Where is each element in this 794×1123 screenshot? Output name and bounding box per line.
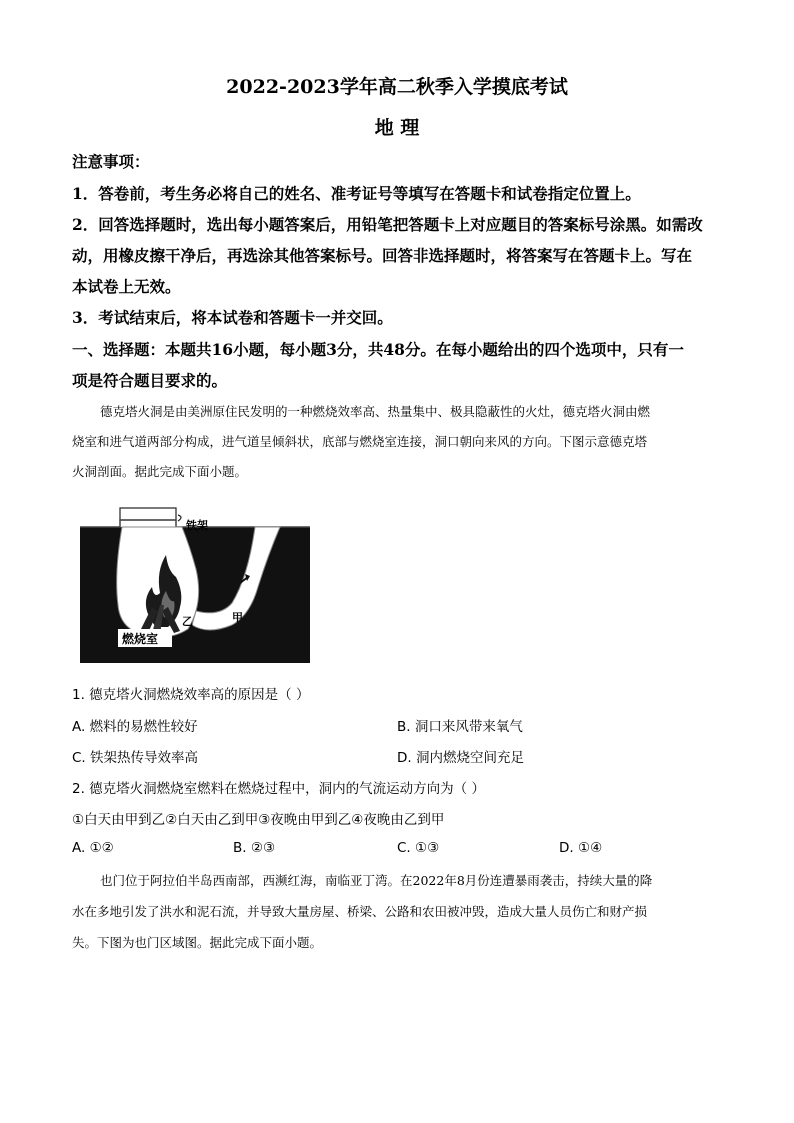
q2-stem: 2. 德克塔火洞燃烧室燃料在燃烧过程中，洞内的气流运动方向为（ ） xyxy=(72,781,485,797)
q1-option-c: C. 铁架热传导效率高 xyxy=(72,750,199,766)
q1-option-b: B. 洞口来风带来氧气 xyxy=(397,719,523,735)
passage-1-line-1: 德克塔火洞是由美洲原住民发明的一种燃烧效率高、热量集中、极具隐蔽性的火灶，德克塔火洞由燃 xyxy=(100,404,651,419)
q1-stem: 1. 德克塔火洞燃烧效率高的原因是（ ） xyxy=(72,687,310,703)
exam-title: 2022-2023学年高二秋季入学摸底考试 xyxy=(226,76,568,98)
q2-option-b: B. ②③ xyxy=(233,840,276,856)
passage-2-line-2: 水在多地引发了洪水和泥石流，并导致大量房屋、桥梁、公路和农田被冲毁，造成大量人员伤亡和财产损 xyxy=(72,904,648,919)
section-heading-line-2: 项是符合题目要求的。 xyxy=(72,371,228,390)
label-combustion-chamber: 燃烧室 xyxy=(122,632,159,646)
q2-option-d: D. ①④ xyxy=(559,840,603,856)
fire-pit-cross-section-figure xyxy=(80,507,310,663)
iron-rack-plate xyxy=(120,508,176,520)
q1-option-d: D. 洞内燃烧空间充足 xyxy=(397,750,524,766)
label-jia: 甲 xyxy=(232,611,243,624)
label-yi: 乙 xyxy=(182,615,193,628)
note-item-2-line-3: 本试卷上无效。 xyxy=(72,277,181,296)
note-item-1: 1．答卷前，考生务必将自己的姓名、准考证号等填写在答题卡和试卷指定位置上。 xyxy=(72,184,641,203)
passage-1-line-3: 火洞剖面。据此完成下面小题。 xyxy=(72,464,248,479)
rack-hook xyxy=(178,515,181,521)
q2-option-c: C. ①③ xyxy=(397,840,440,856)
passage-1-line-2: 烧室和进气道两部分构成，进气道呈倾斜状，底部与燃烧室连接，洞口朝向来风的方向。下图示意德克塔 xyxy=(72,434,648,449)
passage-2-line-1: 也门位于阿拉伯半岛西南部，西濒红海，南临亚丁湾。在2022年8月份连遭暴雨袭击，持续大量的降 xyxy=(100,873,653,888)
q2-option-a: A. ①② xyxy=(72,840,114,856)
note-item-3: 3．考试结束后，将本试卷和答题卡一并交回。 xyxy=(72,308,393,327)
passage-2-line-3: 失。下图为也门区域图。据此完成下面小题。 xyxy=(72,935,323,950)
note-item-2-line-1: 2．回答选择题时，选出每小题答案后，用铅笔把答题卡上对应题目的答案标号涂黑。如需改 xyxy=(72,215,703,234)
notes-heading: 注意事项： xyxy=(72,152,150,171)
label-iron-rack: 铁架 xyxy=(186,519,208,532)
q2-statements: ①白天由甲到乙②白天由乙到甲③夜晚由甲到乙④夜晚由乙到甲 xyxy=(72,812,445,828)
subject-title: 地 理 xyxy=(374,117,420,139)
note-item-2-line-2: 动，用橡皮擦干净后，再选涂其他答案标号。回答非选择题时，将答案写在答题卡上。写在 xyxy=(72,246,693,265)
section-heading-line-1: 一、选择题：本题共16小题，每小题3分，共48分。在每小题给出的四个选项中，只有一 xyxy=(72,340,684,359)
q1-option-a: A. 燃料的易燃性较好 xyxy=(72,719,198,735)
